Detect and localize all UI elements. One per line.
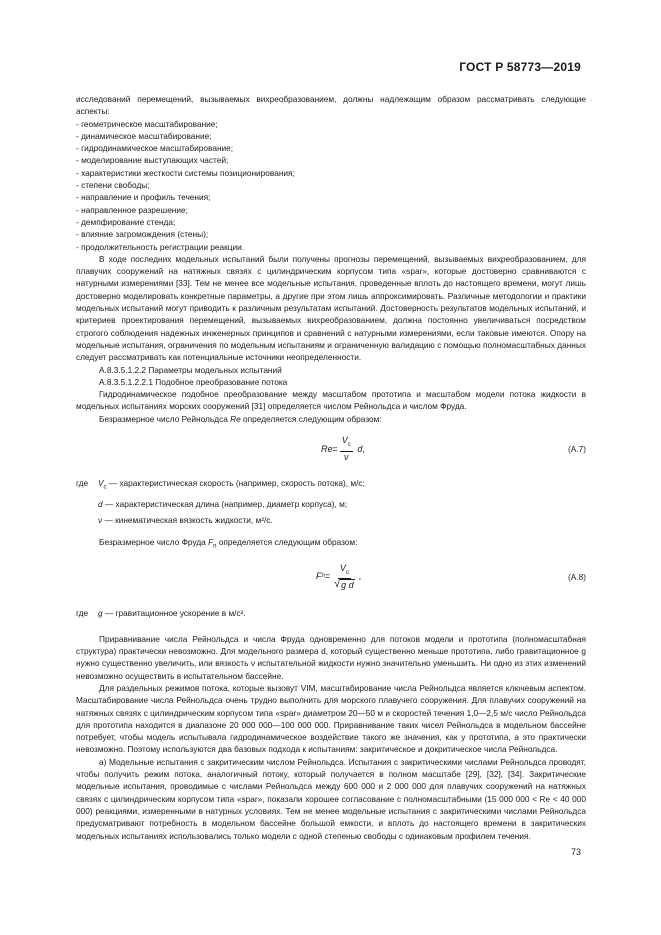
formula-a7: Re = $\frac{V_с}{\nu}$ d , (А.7) (321, 435, 586, 462)
section-heading-flow-similarity: А.8.3.5.1.2.2.1 Подобное преобразование потока (99, 376, 288, 387)
intro-paragraph: исследований перемещений, вызываемых вихреобразованием, должны надлежащим образом рассматривать следующие аспекты: (76, 94, 586, 117)
document-header: ГОСТ Р 58773—2019 (459, 60, 581, 74)
where-block-a7 (76, 477, 586, 531)
list-item: - демпфирование стенда; (76, 216, 586, 228)
list-item: - динамическое масштабирование; (76, 130, 586, 142)
list-item: - моделирование выступающих частей; (76, 154, 586, 166)
list-item: - геометрическое масштабирование; (76, 118, 586, 130)
list-item: - направление и профиль течения; (76, 191, 586, 203)
equation-number-a7: (А.7) (568, 444, 586, 455)
formula-a7-lhs: Re (321, 443, 333, 454)
where-block-a8: где g — гравитационное ускорение в м/с². (76, 607, 586, 623)
where-item: ν — кинематическая вязкость жидкости, м²/с. (98, 515, 273, 526)
paragraph-supercritical-tests: а) Модельные испытания с закритическим числом Рейнольдса. Испытания с закритическими числами Рейнольдса проводят, чтобы получить режим потока, аналогичный потоку, который получается в полном масштабе [29], [32], [34]. Закритические модельные испытания, проводимые с числами Рейнольдса между 600 000 и 2 000 000 для плавучих сооружений на натяжных связях с цилиндрическим корпусом типа «spar», показали хорошее согласование с полномасштабными (15 000 000 < Re < 40 000 000) реакциями, измеренными в натурных условиях. Тем не менее модельные испытания с закритическими числами Рейнольдса предусматривают потребность в модельном бассейне большой емкости, и вплоть до настоящего времени в закритических модельных испытаниях использовались только модели с одной степенью свободы с одинаковым профилем течения. (76, 756, 586, 841)
formula-a8-fraction: $V_с$ √ g d (334, 562, 354, 591)
paragraph-equating-numbers: Приравнивание числа Рейнольдса и числа Фруда одновременно для потоков модели и прототипа (полномасштабная структура) практически невозможно. Для модельного размера d, который существенно меньше прототипа, либо гравитационное g нужно существенно увеличить, или вязкость ν испытательной жидкости нужно значительно уменьшить. Ни одно из этих изменений невозможно осуществить в испытательном бассейне. (76, 633, 586, 681)
section-heading-model-params: А.8.3.5.1.2.2 Параметры модельных испытаний (99, 364, 282, 375)
paragraph-model-tests: В ходе последних модельных испытаний были получены прогнозы перемещений, вызываемых вихреобразованием, для плавучих сооружений на натяжных связях с цилиндрическим корпусом типа «spar», которые достоверно сравниваются с натурными измерениями [33]. Тем не менее все модельные испытания, проведенные вплоть до настоящего времени, могут лишь достоверно моделировать конкретные параметры, а другие при этом лишь аппроксимировать. Различные методологии и практики модельных испытаний могут приводить к различным результатам испытаний. Достоверность результатов модельных испытаний, и критериев проектирования перемещений, вызываемых вихреобразованием, должна постоянно увеличиваться посредством строгого соблюдения надежных инженерных принципов и сравнений с натурными измерениями, если таковые имеются. Опору на модельные испытания, ограничения по модельным испытаниям и ограниченную валидацию с помощью полномасштабных данных следует рассматривать как потенциальные источники неопределенности. (76, 253, 586, 363)
list-item: - продолжительность регистрации реакции. (76, 241, 586, 253)
where-label: где (76, 478, 89, 489)
aspects-list (76, 118, 586, 253)
where-item: g — гравитационное ускорение в м/с². (98, 607, 246, 618)
formula-a8: F n = $V_с$ √ g d , (А.8) (316, 562, 586, 591)
where-item: $V_с$ — характеристическая скорость (например, скорость потока), м/с; (98, 478, 365, 491)
page-number: 73 (570, 847, 581, 857)
reynolds-intro: Безразмерное число Рейнольдса Re определяется следующим образом: (99, 413, 382, 424)
where-item: d — характеристическая длина (например, диаметр корпуса), м; (98, 498, 348, 509)
list-item: - характеристики жесткости системы позиционирования; (76, 167, 586, 179)
page-body (76, 93, 586, 842)
equation-number-a8: (А.8) (568, 571, 586, 582)
list-item: - направленное разрешение; (76, 204, 586, 216)
paragraph-flow-regimes: Для раздельных режимов потока, которые вызовут VIM, масштабирование числа Рейнольдса является ключевым аспектом. Масштабирование числа Рейнольдса очень трудно выполнить для морского плавучего сооружения. Для плавучих сооружений на натяжных связях с цилиндрическим корпусом типа «spar» диаметром 20—50 м и скоростей течения 1,0—2,5 м/с число Рейнольдса для прототипа находится в диапазоне 20 000 000—100 000 000. Приравнивание таких чисел Рейнольдса в модельном бассейне потребует, чтобы модель испытывала гидродинамическое воздействие такого же значения, как у прототипа, а это практически невозможно. Поэтому используются два базовых подхода к испытаниям: закритическое и докритическое числа Рейнольдса. (76, 683, 586, 755)
list-item: - влияние загромождения (стены); (76, 228, 586, 240)
formula-a8-lhs: F (316, 571, 322, 582)
paragraph-hydrodynamic-similarity: Гидродинамическое подобное преобразование между масштабом прототипа и масштабом модели потока жидкости в модельных испытаниях морских сооружений [31] определяется числом Рейнольдса и числом Фруда. (76, 389, 586, 412)
froude-intro: Безразмерное число Фруда $F_n$ определяется следующим образом: (99, 536, 358, 550)
formula-a7-fraction: $\frac{V_с}{\nu}$ (341, 435, 351, 462)
list-item: - степени свободы; (76, 179, 586, 191)
list-item: - гидродинамическое масштабирование; (76, 142, 586, 154)
